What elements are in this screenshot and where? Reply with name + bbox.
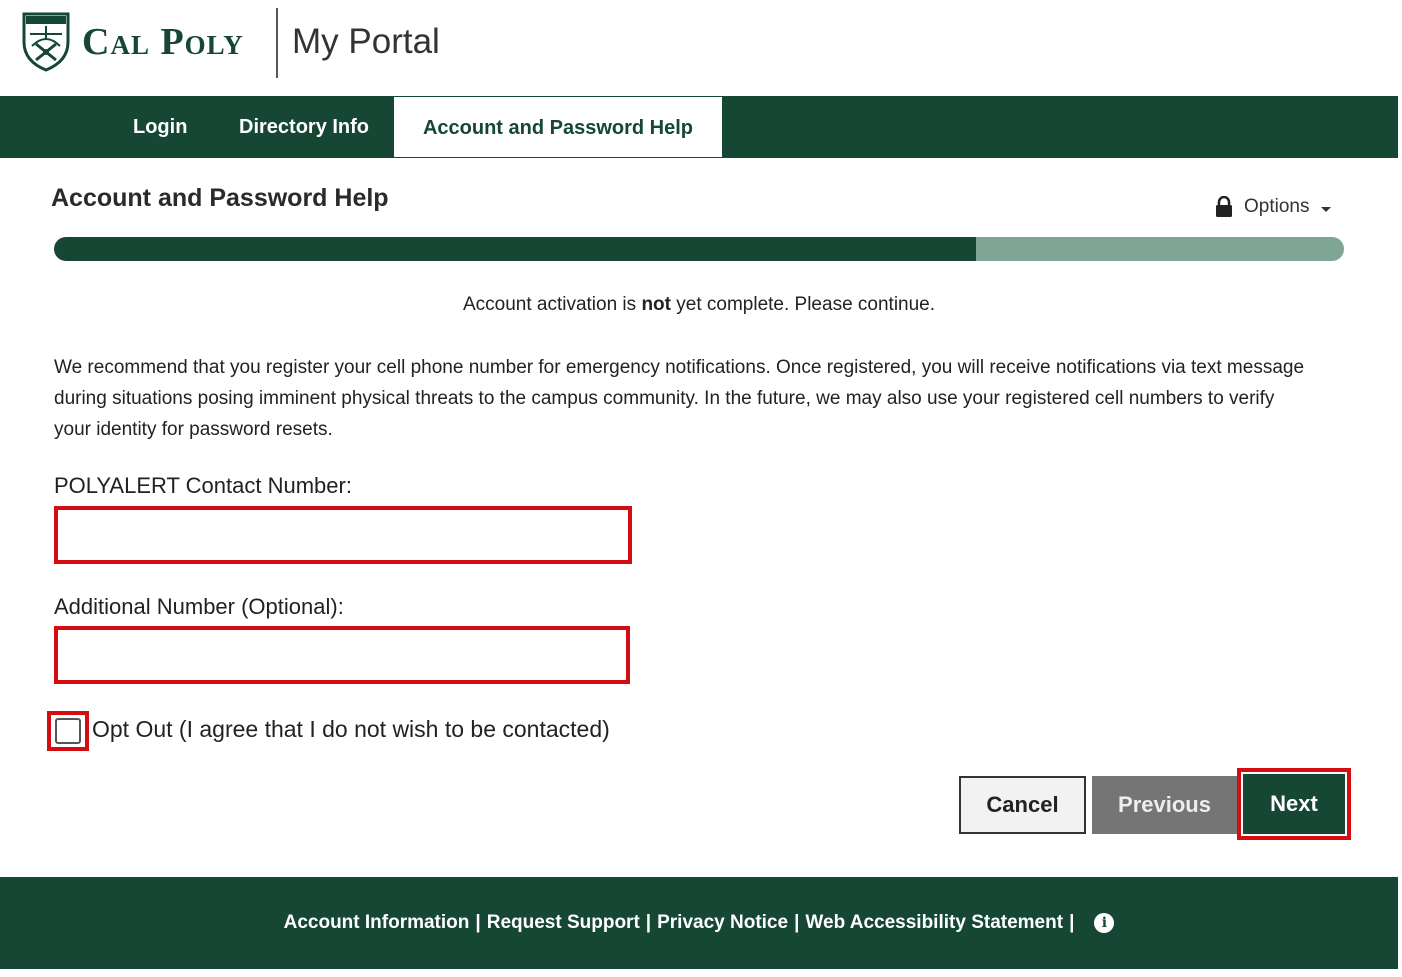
footer-link-request-support[interactable]: Request Support (486, 912, 640, 933)
site-footer (0, 877, 1398, 969)
footer-separator: | (1069, 912, 1075, 933)
footer-separator: | (475, 912, 481, 933)
footer-link-account-information[interactable]: Account Information (283, 912, 470, 933)
footer-link-privacy-notice[interactable]: Privacy Notice (657, 912, 789, 933)
polyalert-contact-label: POLYALERT Contact Number: (54, 473, 352, 498)
nav-tab-directory-info[interactable]: Directory Info (239, 116, 370, 138)
progress-bar (54, 237, 1344, 261)
status-bold: not (641, 294, 671, 315)
info-icon[interactable]: i (1094, 913, 1114, 933)
nav-tab-account-password-help[interactable]: Account and Password Help (393, 96, 723, 158)
opt-out-checkbox[interactable] (55, 718, 81, 744)
description-text: We recommend that you register your cell phone number for emergency notifications. Once registered, you will receive notifications via text message during situations posing imminent physical threats to the campus community. In the future, we may also use your registered cell numbers to verify your identity for password resets. (54, 357, 1305, 440)
cal-poly-logo-text[interactable]: Cal Poly (82, 21, 244, 63)
opt-out-checkbox-highlight (47, 711, 89, 751)
status-prefix: Account activation is (462, 294, 642, 315)
activation-status-message (0, 294, 1398, 316)
cal-poly-shield-icon[interactable] (22, 12, 70, 72)
options-label: Options (1244, 196, 1310, 217)
site-header (0, 0, 1402, 96)
next-button[interactable]: Next (1243, 774, 1345, 834)
portal-title: My Portal (292, 22, 440, 61)
additional-number-input[interactable] (54, 626, 630, 684)
additional-number-label: Additional Number (Optional): (54, 594, 344, 619)
caret-down-icon (1321, 207, 1331, 212)
header-divider (276, 8, 278, 78)
options-dropdown[interactable] (1214, 196, 1331, 218)
footer-link-web-accessibility[interactable]: Web Accessibility Statement (805, 912, 1064, 933)
status-suffix: yet complete. Please continue. (670, 294, 936, 315)
opt-out-label[interactable]: Opt Out (I agree that I do not wish to be contacted) (92, 716, 610, 742)
nav-tab-login[interactable]: Login (133, 116, 188, 138)
previous-button[interactable]: Previous (1092, 776, 1237, 834)
page-title: Account and Password Help (51, 184, 389, 212)
main-nav (0, 96, 1398, 158)
footer-separator: | (645, 912, 652, 933)
polyalert-contact-input[interactable] (54, 506, 632, 564)
progress-bar-fill (54, 237, 976, 261)
footer-separator: | (794, 912, 800, 933)
cancel-button[interactable]: Cancel (959, 776, 1086, 834)
lock-icon (1214, 196, 1234, 218)
